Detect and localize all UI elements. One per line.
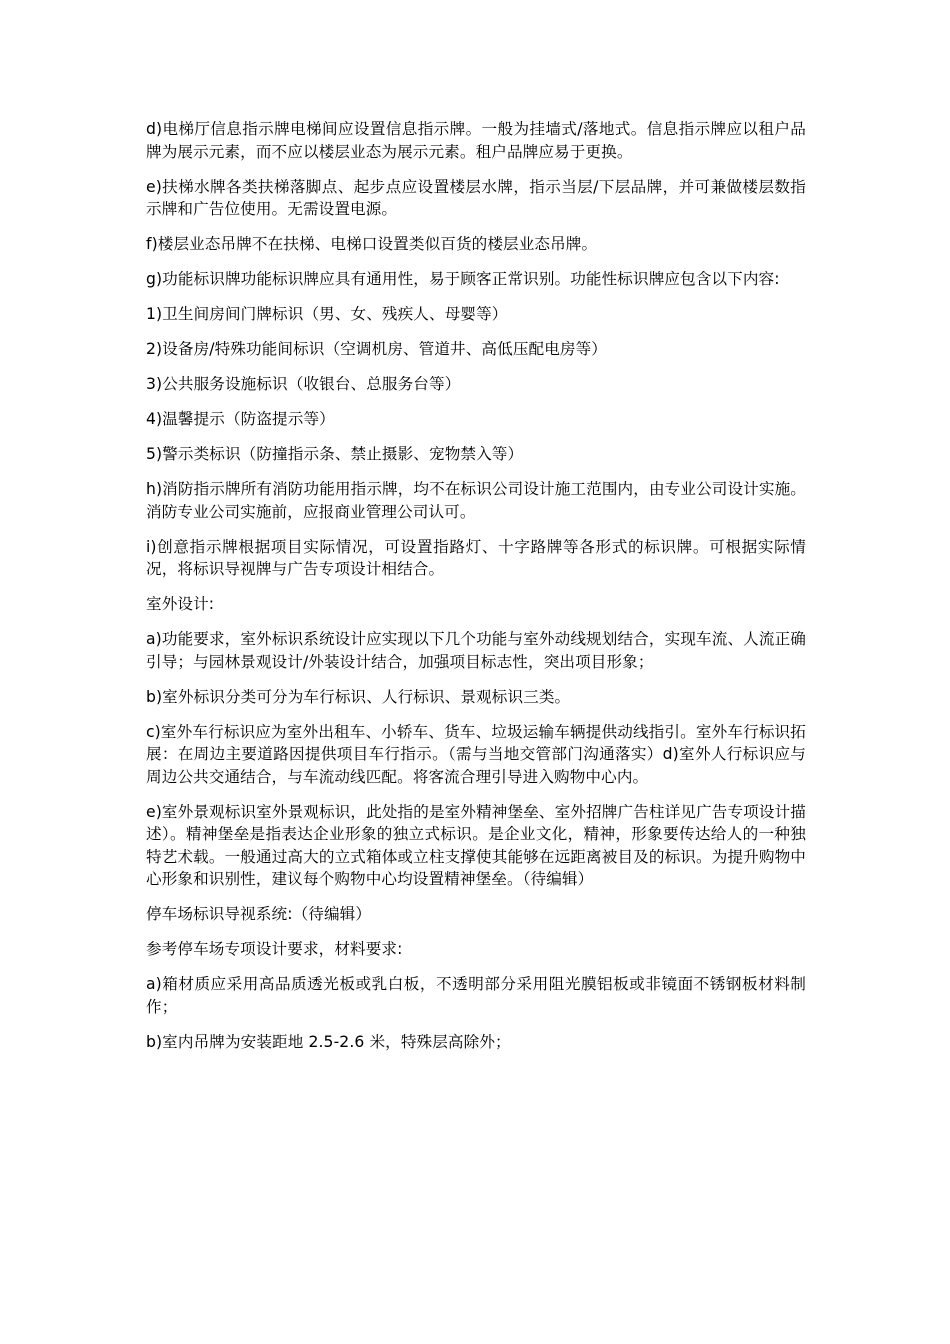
- paragraph-e-landscape-sign: e)室外景观标识室外景观标识，此处指的是室外精神堡垒、室外招牌广告柱详见广告专项设计描述）。精神堡垒是指表达企业形象的独立式标识。是企业文化，精神，形象要传达给人的一种独特艺术载。一般通过高大的立式箱体或立柱支撑使其能够在远距离被目及的标识。为提升购物中心形象和识别性，建议每个购物中心均设置精神堡垒。（待编辑）: [146, 802, 806, 888]
- list-item-2-equipment-room: 2)设备房/特殊功能间标识（空调机房、管道井、高低压配电房等）: [146, 340, 607, 358]
- paragraph-e-escalator-sign: e)扶梯水牌各类扶梯落脚点、起步点应设置楼层水牌，指示当层/下层品牌，并可兼做楼层数指示牌和广告位使用。无需设置电源。: [146, 177, 806, 218]
- section-heading-parking-system: 停车场标识导视系统:（待编辑）: [146, 905, 372, 923]
- list-item-4-reminder: 4)温馨提示（防盗提示等）: [146, 410, 335, 428]
- paragraph-i-creative-sign: i)创意指示牌根据项目实际情况，可设置指路灯、十字路牌等各形式的标识牌。可根据实际情况，将标识导视牌与广告专项设计相结合。: [146, 537, 806, 578]
- paragraph-b-hanging-height: b)室内吊牌为安装距地 2.5-2.6 米，特殊层高除外；: [146, 1032, 511, 1051]
- paragraph-d-elevator-sign: d)电梯厅信息指示牌电梯间应设置信息指示牌。一般为挂墙式/落地式。信息指示牌应以租户品牌为展示元素，而不应以楼层业态为展示元素。租户品牌应易于更换。: [146, 120, 806, 161]
- paragraph-b-outdoor-classification: b)室外标识分类可分为车行标识、人行标识、景观标识三类。: [146, 687, 571, 706]
- paragraph-g-function-sign: g)功能标识牌功能标识牌应具有通用性，易于顾客正常识别。功能性标识牌应包含以下内容:: [146, 270, 780, 288]
- list-item-5-warning: 5)警示类标识（防撞指示条、禁止摄影、宠物禁入等）: [146, 445, 524, 463]
- list-item-1-restroom: 1)卫生间房间门牌标识（男、女、残疾人、母婴等）: [146, 305, 508, 323]
- paragraph-c-vehicle-sign: c)室外车行标识应为室外出租车、小轿车、货车、垃圾运输车辆提供动线指引。室外车行标识拓展：在周边主要道路因提供项目车行指示。（需与当地交管部门沟通落实）d)室外人行标识应与周边公共交通结合，与车流动线匹配。将客流合理引导进入购物中心内。: [146, 722, 806, 786]
- document-body: [146, 118, 806, 1066]
- paragraph-a-box-material: a)箱材质应采用高品质透光板或乳白板，不透明部分采用阻光膜铝板或非镜面不锈钢板材料制作；: [146, 975, 806, 1016]
- section-heading-outdoor-design: 室外设计:: [146, 595, 215, 613]
- list-item-3-public-service: 3)公共服务设施标识（收银台、总服务台等）: [146, 375, 461, 393]
- paragraph-h-fire-sign: h)消防指示牌所有消防功能用指示牌，均不在标识公司设计施工范围内，由专业公司设计实施。消防专业公司实施前，应报商业管理公司认可。: [146, 480, 806, 521]
- paragraph-f-floor-hanging-sign: f)楼层业态吊牌不在扶梯、电梯口设置类似百货的楼层业态吊牌。: [146, 235, 598, 253]
- paragraph-parking-reference: 参考停车场专项设计要求，材料要求:: [146, 940, 403, 958]
- paragraph-a-function-requirement: a)功能要求，室外标识系统设计应实现以下几个功能与室外动线规划结合，实现车流、人流正确引导；与园林景观设计/外装设计结合，加强项目标志性，突出项目形象；: [146, 630, 806, 671]
